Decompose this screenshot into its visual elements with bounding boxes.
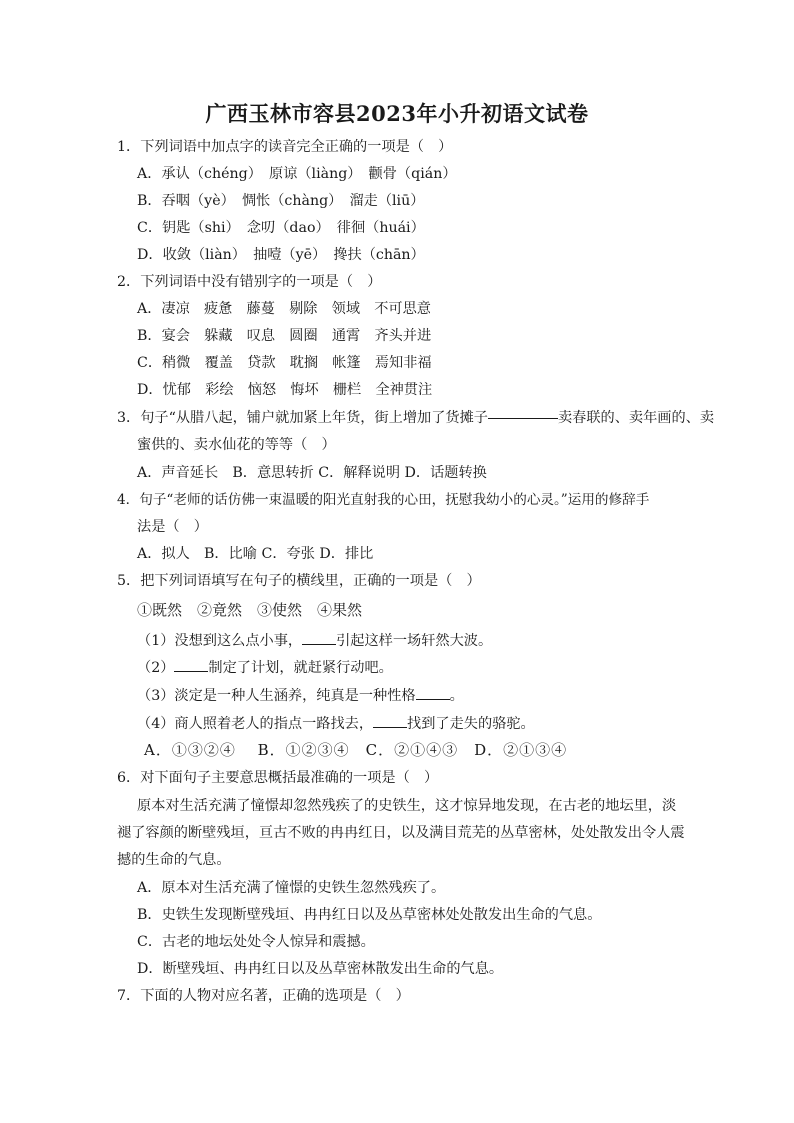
fill-blank bbox=[174, 657, 208, 672]
dash-rule bbox=[488, 418, 558, 419]
q6-option-b: B．史铁生发现断壁残垣、冉冉红日以及丛草密林处处散发出生命的气息。 bbox=[137, 907, 602, 923]
q4-stem-line1: 4．句子“老师的话仿佛一束温暖的阳光直射我的心田，抚慰我幼小的心灵。”运用的修辞手 bbox=[117, 492, 650, 508]
q6-passage-line3: 撼的生命的气息。 bbox=[117, 852, 231, 868]
q4-options: A．拟人 B．比喻 C．夸张 D．排比 bbox=[137, 546, 374, 562]
fill-blank bbox=[302, 630, 336, 645]
q3-stem-text: 3．句子“从腊八起，铺户就加紧上年货，街上增加了货摊子 bbox=[117, 410, 488, 426]
q3-options: A．声音延长 B．意思转折 C．解释说明 D．话题转换 bbox=[137, 465, 487, 481]
q5-sentence-4 bbox=[137, 713, 535, 734]
sentence-text: （1）没想到这么点小事， bbox=[137, 633, 303, 649]
sentence-text: （2） bbox=[137, 660, 175, 676]
q6-passage-line2: 褪了容颜的断壁残垣，亘古不败的冉冉红日，以及满目荒芜的丛草密林，处处散发出令人震 bbox=[117, 825, 685, 841]
q2-option-b: B．宴会 躲藏 叹息 圆圈 通霄 齐头并进 bbox=[137, 328, 432, 344]
q1-option-c: C．钥匙（shi） 念叨（dao） 徘徊（huái） bbox=[137, 220, 425, 236]
q1-option-a: A．承认（chéng） 原谅（liàng） 颧骨（qián） bbox=[137, 166, 457, 182]
sentence-text: （4）商人照着老人的指点一路找去， bbox=[137, 716, 374, 732]
fill-blank bbox=[373, 713, 407, 728]
sentence-text: 引起这样一场轩然大波。 bbox=[336, 633, 493, 649]
q4-stem-line2: 法是（ ） bbox=[137, 519, 208, 535]
exam-title: 广西玉林市容县2023年小升初语文试卷 bbox=[205, 101, 589, 126]
q6-passage-line1: 原本对生活充满了憧憬却忽然残疾了的史铁生，这才惊异地发现，在古老的地坛里，淡 bbox=[137, 798, 677, 814]
q5-sentence-1 bbox=[137, 630, 492, 651]
q5-options: A．①③②④ B．①②③④ C．②①④③ D．②①③④ bbox=[144, 741, 568, 759]
fill-blank bbox=[416, 685, 450, 700]
q1-option-b: B．吞咽（yè） 惆怅（chàng） 溜走（liū） bbox=[137, 193, 425, 209]
q6-option-c: C．古老的地坛处处令人惊异和震撼。 bbox=[137, 934, 375, 950]
q6-stem: 6．对下面句子主要意思概括最准确的一项是（ ） bbox=[117, 770, 439, 786]
q7-stem: 7．下面的人物对应名著，正确的选项是（ ） bbox=[117, 988, 410, 1004]
sentence-text: 。 bbox=[449, 688, 464, 704]
q6-option-d: D．断壁残垣、冉冉红日以及丛草密林散发出生命的气息。 bbox=[137, 961, 504, 977]
q3-stem-line1 bbox=[117, 408, 714, 428]
q2-stem: 2．下列词语中没有错别字的一项是（ ） bbox=[117, 274, 382, 290]
q1-stem: 1．下列词语中加点字的读音完全正确的一项是（ ） bbox=[117, 139, 453, 155]
q5-word-list: ①既然 ②竟然 ③使然 ④果然 bbox=[137, 601, 363, 619]
q1-option-d: D．收敛（liàn） 抽噎（yē） 搀扶（chān） bbox=[137, 247, 425, 263]
sentence-text: 制定了计划，就赶紧行动吧。 bbox=[208, 660, 393, 676]
sentence-text: （3）淡定是一种人生涵养，纯真是一种性格 bbox=[137, 688, 416, 704]
q2-option-c: C．稍微 覆盖 贷款 耽搁 帐篷 焉知非福 bbox=[137, 355, 432, 371]
q6-option-a: A．原本对生活充满了憧憬的史铁生忽然残疾了。 bbox=[137, 880, 446, 896]
q5-stem: 5．把下列词语填写在句子的横线里，正确的一项是（ ） bbox=[117, 573, 481, 589]
q3-stem-line2: 蜜供的、卖水仙花的等等（ ） bbox=[137, 437, 336, 453]
sentence-text: 找到了走失的骆驼。 bbox=[407, 716, 535, 732]
q2-option-a: A．凄凉 疲惫 藤蔓 剔除 领域 不可思意 bbox=[137, 301, 431, 317]
q5-sentence-2 bbox=[137, 657, 393, 678]
q5-sentence-3 bbox=[137, 685, 464, 706]
q2-option-d: D．忧郁 彩绘 恼怒 悔坏 栅栏 全神贯注 bbox=[137, 382, 433, 398]
q3-stem-text-cont: 卖春联的、卖年画的、卖 bbox=[557, 410, 715, 426]
